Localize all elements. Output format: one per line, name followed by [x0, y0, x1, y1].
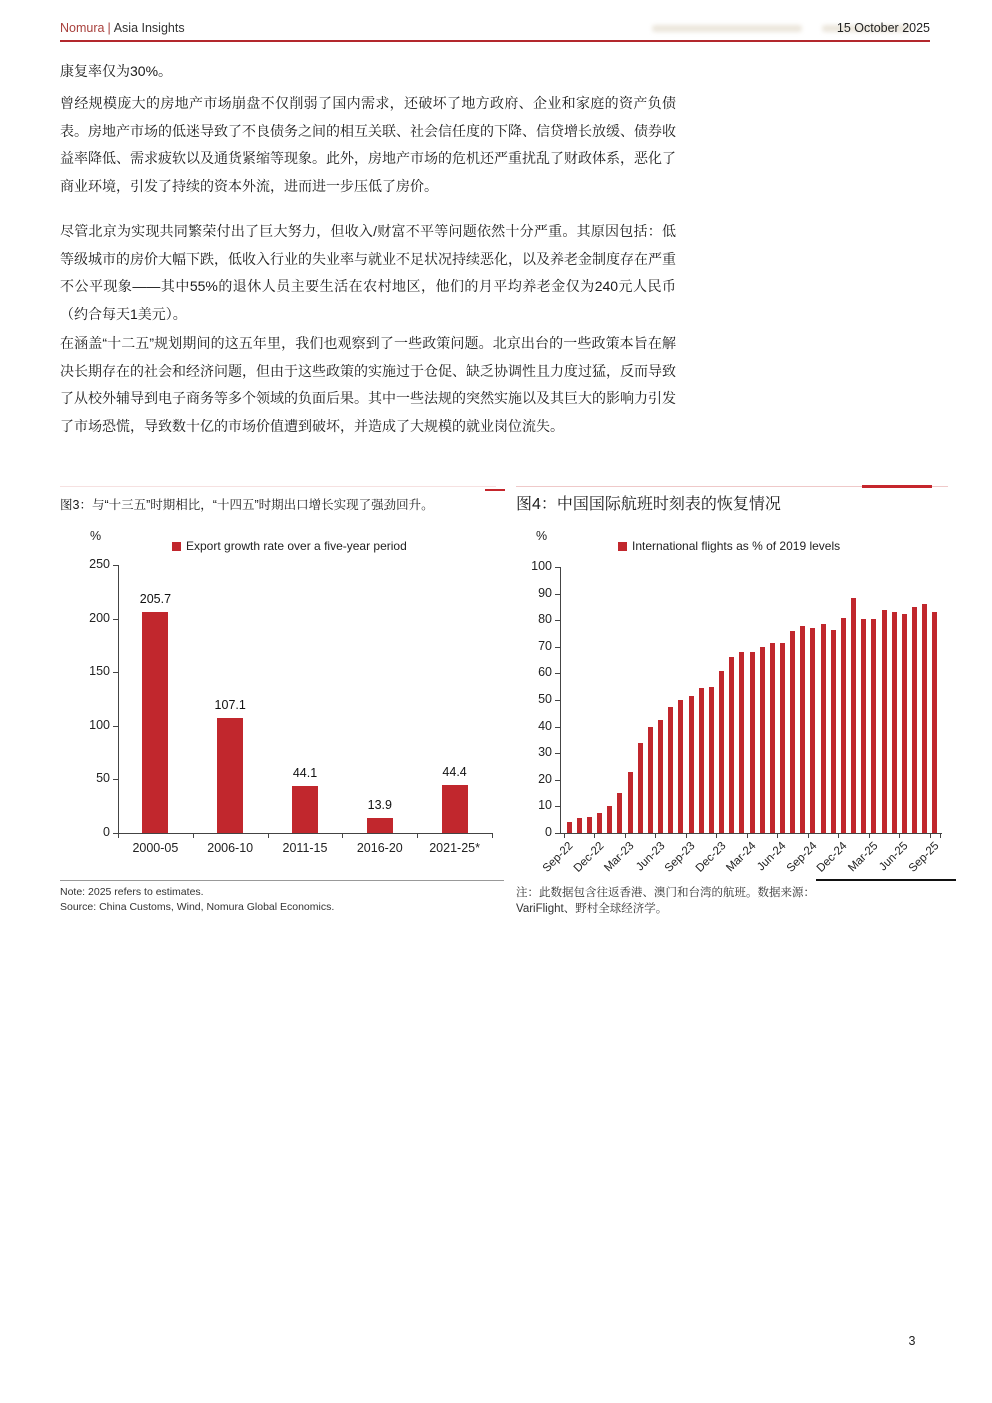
x-tick-label: Sep-24 [784, 840, 820, 875]
bar [790, 631, 795, 833]
bar [800, 626, 805, 833]
bar [719, 671, 724, 833]
x-tick-label: Sep-25 [906, 840, 942, 875]
paragraph: 在涵盖“十二五”规划期间的这五年里，我们也观察到了一些政策问题。北京出台的一些政策本旨在解决长期存在的社会和经济问题，但由于这些政策的实施过于仓促、缺乏协调性且力度过猛，反而导致了从校外辅导到电子商务等多个领域的负面后果。其中一些法规的突然实施以及其巨大的影响力引发了市场恐慌，导致数十亿的市场价值遭到破坏，并造成了大规模的就业岗位流失。 [60, 335, 676, 434]
x-tick-mark [686, 833, 687, 838]
note-separator [816, 879, 956, 881]
x-category-label: 2021-25* [429, 841, 480, 855]
x-tick-label: Dec-23 [693, 840, 728, 875]
y-tick-mark [555, 594, 560, 595]
x-tick-mark [417, 833, 418, 838]
figure-4-note: 注：此数据包含往返香港、澳门和台湾的航班。数据来源：VariFlight、野村全球经济学。 [516, 887, 815, 915]
bar [902, 614, 907, 833]
x-tick-mark [869, 833, 870, 838]
bar [729, 657, 734, 833]
y-tick-label: 10 [538, 798, 552, 813]
x-tick-mark [777, 833, 778, 838]
y-tick-label: 150 [89, 664, 110, 679]
y-tick-mark [555, 833, 560, 834]
bar [709, 687, 714, 833]
bar [750, 652, 755, 833]
x-tick-mark [940, 833, 941, 838]
legend-swatch [618, 542, 627, 551]
figure-4-title: 图4：中国国际航班时刻表的恢复情况 [516, 496, 781, 513]
y-tick-label: 50 [538, 692, 552, 706]
bar [922, 604, 927, 833]
x-category-label: 2016-20 [356, 841, 403, 855]
brand-name: Nomura [60, 21, 105, 35]
y-tick-label: 0 [103, 825, 110, 839]
x-tick-mark [930, 833, 931, 838]
bar [367, 818, 393, 833]
y-tick-label: 100 [89, 717, 110, 732]
page-number: 3 [908, 1334, 916, 1348]
x-tick-mark [655, 833, 656, 838]
bar [597, 813, 602, 833]
x-category-label: 2006-10 [207, 841, 254, 855]
bar-value-label: 107.1 [214, 698, 246, 713]
bar [678, 700, 683, 833]
x-tick-mark [838, 833, 839, 838]
x-axis [560, 833, 942, 834]
y-axis-unit-label: % [90, 529, 102, 543]
y-tick-mark [555, 620, 560, 621]
bar [638, 743, 643, 833]
x-tick-mark [594, 833, 595, 838]
y-tick-mark [113, 672, 118, 673]
bar [577, 818, 582, 833]
figure-4 [516, 483, 960, 928]
fig4-chart [516, 525, 960, 877]
legend-label: Export growth rate over a five-year period [186, 539, 407, 553]
note-separator [60, 880, 504, 881]
paragraph: 尽管北京为实现共同繁荣付出了巨大努力，但收入/财富不平等问题依然十分严重。其原因包括：低等级城市的房价大幅下跌，低收入行业的失业率与就业不足状况持续恶化，以及养老金制度存在严重不公平现象——其中55%的退休人员主要生活在农村地区，他们的月平均养老金仅为240元人民币（约合每天1美元）。 [60, 223, 676, 322]
bar [882, 610, 887, 833]
bar [810, 628, 815, 833]
x-category-label: 2000-05 [132, 841, 179, 855]
y-tick-mark [113, 565, 118, 566]
x-tick-mark [716, 833, 717, 838]
bar [821, 624, 826, 833]
bar [760, 647, 765, 833]
bar [739, 652, 744, 833]
y-tick-mark [555, 673, 560, 674]
y-tick-mark [555, 700, 560, 701]
y-tick-label: 250 [89, 557, 110, 571]
bar [932, 612, 937, 833]
bar [699, 688, 704, 833]
figure-3 [60, 483, 508, 928]
bar [658, 720, 663, 833]
bar [648, 727, 653, 833]
x-tick-label: Sep-23 [662, 840, 698, 875]
fig4-legend [618, 539, 840, 553]
x-tick-mark [193, 833, 194, 838]
y-tick-label: 0 [545, 825, 552, 839]
y-tick-label: 40 [538, 718, 552, 733]
section-name: Asia Insights [113, 21, 185, 35]
bar [607, 806, 612, 833]
x-axis [118, 833, 492, 834]
x-tick-label: Mar-23 [602, 840, 637, 875]
bar [892, 612, 897, 833]
bar [292, 786, 318, 833]
legend-label: International flights as % of 2019 levels [632, 539, 841, 553]
x-tick-label: Dec-24 [815, 840, 850, 875]
x-tick-mark [492, 833, 493, 838]
y-tick-label: 60 [538, 665, 552, 680]
bar-value-label: 13.9 [367, 798, 392, 813]
x-category-label: 2011-15 [282, 841, 328, 855]
y-tick-mark [113, 619, 118, 620]
x-tick-mark [268, 833, 269, 838]
bar [861, 619, 866, 833]
x-tick-label: Mar-25 [846, 840, 881, 875]
bar [217, 718, 243, 833]
y-axis [118, 565, 119, 833]
y-tick-label: 100 [531, 559, 552, 573]
x-tick-mark [899, 833, 900, 838]
bar [567, 822, 572, 833]
report-masthead [60, 21, 185, 35]
figure-3-note: Note: 2025 refers to estimates. [60, 886, 204, 898]
report-date: 15 October 2025 [836, 21, 930, 35]
y-tick-label: 70 [538, 638, 552, 653]
y-axis-unit-label: % [536, 529, 548, 543]
bar [668, 707, 673, 833]
y-tick-label: 200 [89, 610, 110, 625]
x-tick-mark [625, 833, 626, 838]
figure-3-source: Source: China Customs, Wind, Nomura Global Economics. [60, 901, 335, 913]
y-tick-label: 90 [538, 585, 552, 600]
paragraph: 曾经规模庞大的房地产市场崩盘不仅削弱了国内需求，还破坏了地方政府、企业和家庭的资产负债表。房地产市场的低迷导致了不良债务之间的相互关联、社会信任度的下降、信贷增长放缓、债券收益率降低、需求疲软以及通货紧缩等现象。此外，房地产市场的危机还严重扰乱了财政体系，恶化了商业环境，引发了持续的资本外流，进而进一步压低了房价。 [60, 95, 676, 194]
bar [780, 643, 785, 833]
x-tick-label: Sep-22 [540, 840, 576, 875]
y-tick-mark [555, 780, 560, 781]
y-tick-mark [113, 779, 118, 780]
x-tick-mark [342, 833, 343, 838]
bar [587, 817, 592, 833]
y-tick-mark [113, 726, 118, 727]
x-tick-label: Jun-25 [877, 840, 911, 874]
x-tick-mark [118, 833, 119, 838]
x-tick-label: Jun-24 [755, 840, 789, 874]
x-tick-label: Dec-22 [571, 840, 607, 875]
x-tick-mark [808, 833, 809, 838]
y-tick-label: 20 [538, 771, 552, 786]
bar-value-label: 44.1 [292, 765, 318, 780]
y-axis [560, 567, 561, 833]
redaction-smudge [652, 25, 802, 32]
bar [770, 643, 775, 833]
figure-accent-dash [862, 485, 932, 488]
bar-value-label: 44.4 [442, 765, 467, 780]
y-tick-mark [555, 753, 560, 754]
x-tick-label: Mar-24 [724, 840, 759, 875]
y-tick-mark [555, 727, 560, 728]
bar [871, 619, 876, 833]
bar [831, 630, 836, 833]
bar [851, 598, 856, 833]
x-tick-mark [564, 833, 565, 838]
x-tick-label: Jun-23 [633, 840, 668, 874]
y-tick-label: 80 [538, 612, 552, 627]
bar [628, 772, 633, 833]
bar [912, 607, 917, 833]
bar [689, 696, 694, 833]
y-tick-mark [555, 567, 560, 568]
header-rule [60, 40, 930, 42]
figure-accent-dash [485, 489, 505, 491]
x-tick-mark [747, 833, 748, 838]
brand-divider: | [107, 21, 111, 35]
bar-value-label: 205.7 [139, 592, 172, 607]
y-tick-mark [555, 806, 560, 807]
figure-3-title: 图3：与“十三五”时期相比，“十四五”时期出口增长实现了强劲回升。 [60, 498, 434, 512]
bar [841, 618, 846, 833]
figure-topline [60, 486, 496, 487]
paragraph: 康复率仅为30%。 [60, 63, 173, 79]
y-tick-label: 50 [96, 771, 110, 786]
y-tick-label: 30 [538, 745, 552, 760]
bar [617, 793, 622, 833]
fig3-legend [172, 539, 407, 553]
fig3-chart [60, 525, 508, 877]
bar [142, 612, 168, 833]
legend-swatch [172, 542, 181, 551]
bar [442, 785, 468, 833]
y-tick-mark [555, 647, 560, 648]
